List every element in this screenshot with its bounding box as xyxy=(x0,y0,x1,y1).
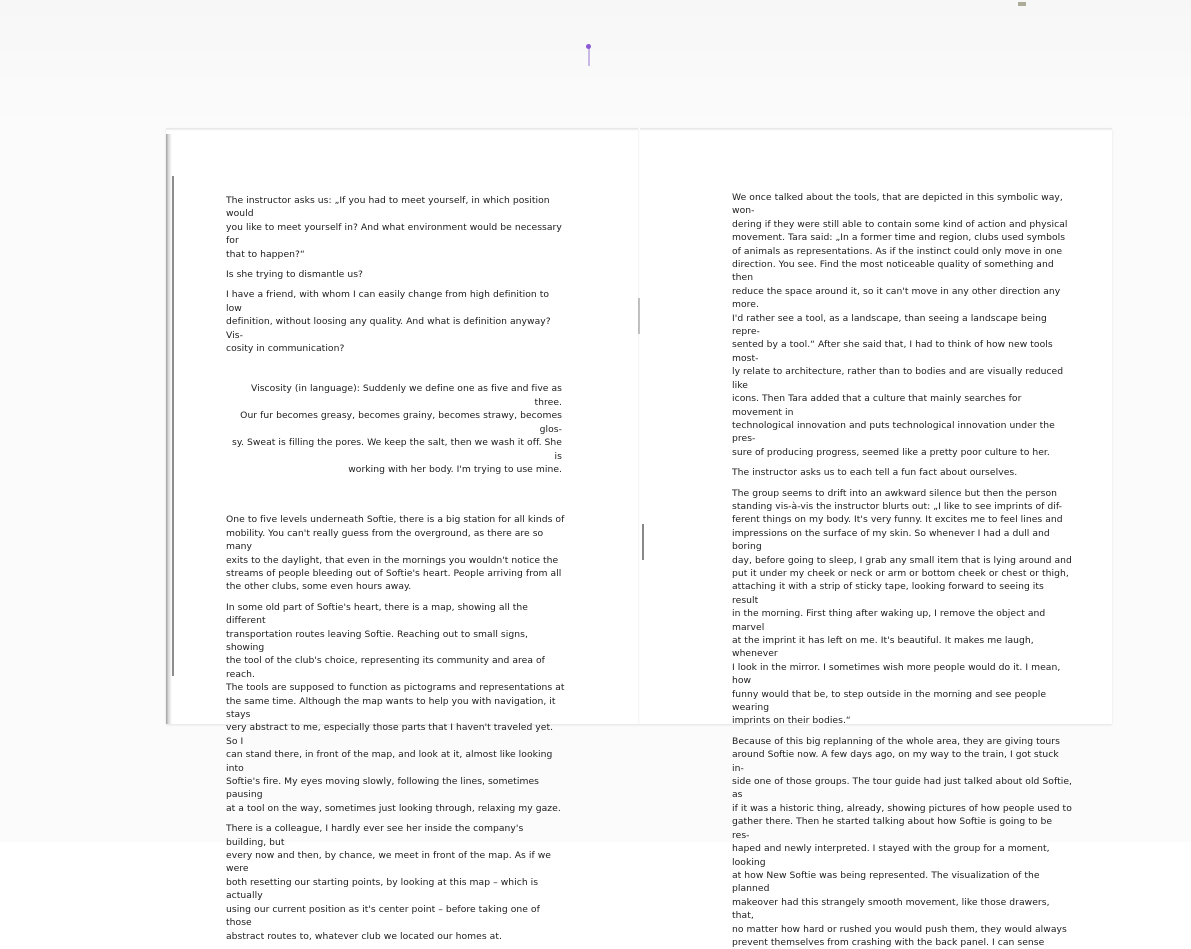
left-paragraph: The instructor asks us: „If you had to meet yourself, in which position would you like to meet yourself in? And what environment would be necessary for that to happen?“ xyxy=(226,195,562,260)
page-edge-line xyxy=(172,176,174,676)
pen-mark xyxy=(588,46,590,66)
viscosity-quote: Viscosity (in language): Suddenly we define one as five and five as three. Our fur becomes greasy, becomes grainy, becomes strawy, becomes glos- sy. Sweat is filling the pores. We keep the salt, then we wash it off. She is working with her body. I'm trying to use mine. xyxy=(232,383,562,475)
scanner-top-shadow xyxy=(0,0,1191,130)
left-page-text xyxy=(226,194,566,943)
left-paragraph: One to five levels underneath Softie, there is a big station for all kinds of mobility. You can't really guess from the overground, as there are so many exits to the daylight, that even in the mornings you wouldn't notice the streams of people bleeding out of Softie's heart. People arriving from all the other clubs, some even hours away. xyxy=(226,514,565,593)
right-paragraph: Because of this big replanning of the whole area, they are giving tours around Softie now. A few days ago, on my way to the train, I got stuck in- side one of those groups. The tour guide had just talked about old Softie, as if it was a historic thing, already, showing pictures of how people used to gather there. Then he started talking about how Softie is going to be res- haped and newly interpreted. I stayed with the group for a moment, looking at how New Softie was being represented. The visualization of the planned makeover had this strangely smooth movement, like those drawers, that, no matter how hard or rushed you would push them, they would always prevent themselves from crashing with the back panel. I can sense xyxy=(732,735,1072,948)
book-gutter xyxy=(638,128,640,724)
right-page-text xyxy=(732,191,1072,949)
corner-mark xyxy=(1018,2,1026,6)
right-paragraph: We once talked about the tools, that are depicted in this symbolic way, won- dering if they were still able to contain some kind of action and physical movement. Tara said: „In a former time and region, clubs used symbols of animals as representations. As if the instinct could only move in one direction. You see. Find the most noticeable quality of something and then reduce the space around it, so it can't move in any other direction any more. I'd rather see a tool, as a landscape, than seeing a landscape being repre- sented by a tool.“ After she said that, I had to think of how new tools most- ly relate to architecture, rather than to bodies and are visually reduced like icons. Then Tara added that a culture that mainly searches for movement in technological innovation and puts technological innovation under the pres- sure of producing progress, seemed like a pretty poor culture to her. xyxy=(732,192,1068,458)
staple-bottom xyxy=(642,524,644,560)
left-paragraph: In some old part of Softie's heart, there is a map, showing all the different transportation routes leaving Softie. Reaching out to small signs, showing the tool of the club's choice, representing its community and area of reach. The tools are supposed to function as pictograms and representations at the same time. Although the map wants to help you with navigation, it stays very abstract to me, especially those parts that I haven't traveled yet. So I can stand there, in front of the map, and look at it, almost like looking into Softie's fire. My eyes moving slowly, following the lines, sometimes pausing at a tool on the way, sometimes just looking through, relaxing my gaze. xyxy=(226,601,565,814)
left-paragraph: I have a friend, with whom I can easily change from high definition to low definition, without loosing any quality. And what is definition anyway? Vis- cosity in communication? xyxy=(226,289,551,355)
right-paragraph: The group seems to drift into an awkward silence but then the person standing vis-à-vis the instructor blurts out: „I like to see imprints of dif- ferent things on my body. It's very funny. It excites me to feel lines and impressions on the surface of my skin. So whenever I had a dull and boring day, before going to sleep, I grab any small item that is lying around and put it under my cheek or neck or arm or bottom cheek or chest or thigh, attaching it with a strip of sticky tape, looking forward to seeing its result in the morning. First thing after waking up, I remove the object and marvel at the imprint it has left on me. It's beautiful. It makes me laugh, whenever I look in the mirror. I sometimes wish more people would do it. I mean, how funny would that be, to step outside in the morning and see people wearing imprints on their bodies.“ xyxy=(732,487,1072,727)
left-paragraph: Is she trying to dismantle us? xyxy=(226,269,363,281)
pen-dot xyxy=(586,44,591,49)
right-paragraph: The instructor asks us to each tell a fun fact about ourselves. xyxy=(732,467,1018,479)
left-paragraph: There is a colleague, I hardly ever see her inside the company's building, but every now and then, by chance, we meet in front of the map. As if we were both resetting our starting points, by looking at this map – which is actually using our current position as it's center point – before taking one of those abstract routes to, whatever club we located our homes at. xyxy=(226,823,551,942)
staple-top xyxy=(638,298,640,334)
